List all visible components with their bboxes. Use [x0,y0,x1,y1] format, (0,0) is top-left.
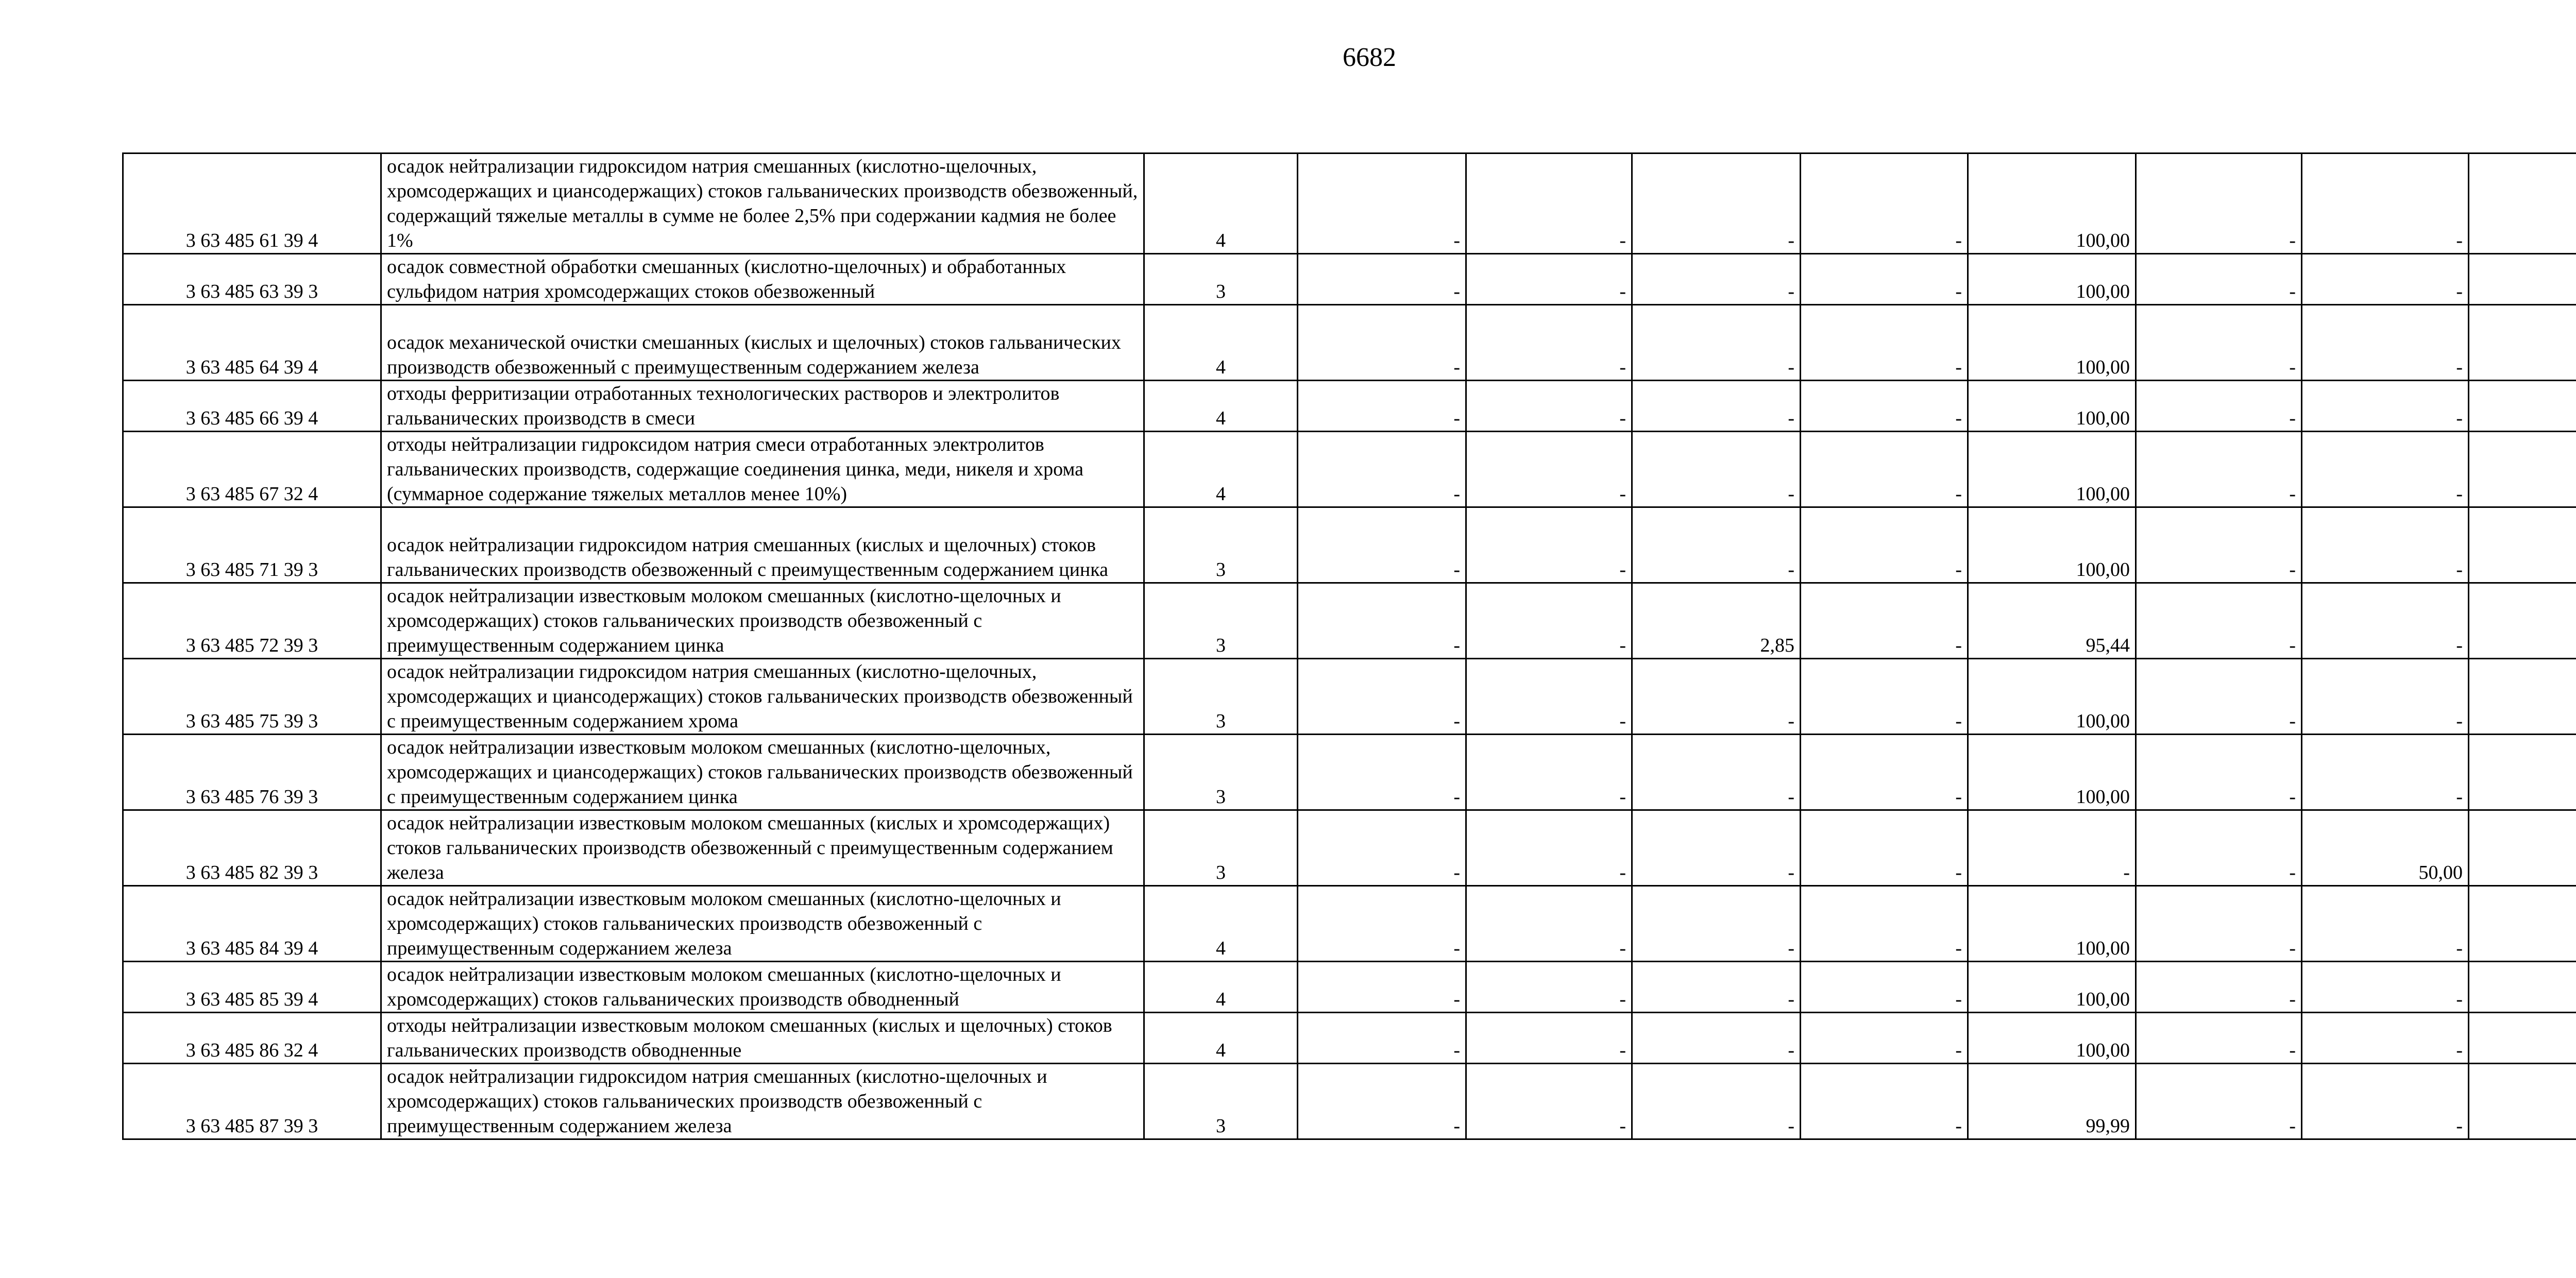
waste-name-cell: осадок механической очистки смешанных (кислых и щелочных) стоков гальванических производств обезвоженный с преимущественным содержанием железа [381,305,1144,381]
value-cell: - [1298,659,1466,735]
hazard-class-cell: 4 [1144,305,1298,381]
value-cell [2469,154,2576,254]
value-cell: 100,00 [1968,254,2136,305]
hazard-class-cell: 4 [1144,432,1298,507]
waste-code-cell: 3 63 485 63 39 3 [123,254,381,305]
value-cell: - [1466,1064,1632,1139]
value-cell: - [1298,254,1466,305]
waste-code-cell: 3 63 485 75 39 3 [123,659,381,735]
value-cell: - [2302,254,2469,305]
value-cell: 95,44 [1968,583,2136,659]
value-cell: - [1632,1064,1801,1139]
value-cell: - [1466,659,1632,735]
waste-code-cell: 3 63 485 61 39 4 [123,154,381,254]
value-cell: - [2302,659,2469,735]
value-cell: - [2302,154,2469,254]
value-cell: - [1466,432,1632,507]
hazard-class-cell: 4 [1144,1013,1298,1064]
value-cell: - [1466,810,1632,886]
value-cell: - [1466,305,1632,381]
hazard-class-cell: 3 [1144,1064,1298,1139]
waste-name-cell: осадок нейтрализации гидроксидом натрия смешанных (кислотно-щелочных, хромсодержащих и циансодержащих) стоков гальванических производств обезвоженный, содержащий тяжелые металлы в сумме не более 2,5% при содержании кадмия не более 1% [381,154,1144,254]
value-cell: - [1298,1013,1466,1064]
value-cell: - [1298,305,1466,381]
value-cell: - [1801,1064,1968,1139]
value-cell: - [1801,1013,1968,1064]
value-cell: - [1298,507,1466,583]
waste-name-cell: осадок нейтрализации гидроксидом натрия смешанных (кислотно-щелочных, хромсодержащих и циансодержащих) стоков гальванических производств обезвоженный с преимущественным содержанием хрома [381,659,1144,735]
value-cell: - [2136,962,2302,1013]
value-cell: - [2302,1064,2469,1139]
value-cell: - [1632,810,1801,886]
value-cell: - [1466,735,1632,810]
table-row [123,735,2576,810]
value-cell: - [2136,432,2302,507]
waste-code-cell: 3 63 485 82 39 3 [123,810,381,886]
hazard-class-cell: 3 [1144,659,1298,735]
value-cell: - [1632,962,1801,1013]
hazard-class-cell: 4 [1144,962,1298,1013]
waste-name-cell: осадок нейтрализации гидроксидом натрия смешанных (кислых и щелочных) стоков гальванических производств обезвоженный с преимущественным содержанием цинка [381,507,1144,583]
waste-table [122,152,2576,1140]
value-cell: 100,00 [1968,1013,2136,1064]
value-cell: - [2136,583,2302,659]
value-cell: - [1801,735,1968,810]
value-cell: - [2136,507,2302,583]
value-cell [2469,583,2576,659]
value-cell: - [1466,886,1632,962]
table-row [123,154,2576,254]
table-row [123,1013,2576,1064]
value-cell [2469,886,2576,962]
value-cell: 100,00 [1968,507,2136,583]
value-cell: - [2136,1064,2302,1139]
table-row [123,1064,2576,1139]
value-cell [2469,659,2576,735]
value-cell: - [1632,254,1801,305]
value-cell: - [1801,583,1968,659]
value-cell: - [1298,886,1466,962]
value-cell: - [1968,810,2136,886]
waste-name-cell: отходы ферритизации отработанных технологических растворов и электролитов гальванических производств в смеси [381,381,1144,432]
value-cell: 100,00 [1968,886,2136,962]
value-cell [2469,962,2576,1013]
hazard-class-cell: 4 [1144,381,1298,432]
value-cell: 100,00 [1968,432,2136,507]
value-cell [2469,432,2576,507]
value-cell: - [2302,381,2469,432]
value-cell [2469,507,2576,583]
table-body [123,154,2576,1139]
value-cell [2469,1013,2576,1064]
table-row [123,507,2576,583]
waste-code-cell: 3 63 485 87 39 3 [123,1064,381,1139]
waste-name-cell: осадок совместной обработки смешанных (кислотно-щелочных) и обработанных сульфидом натрия хромсодержащих стоков обезвоженный [381,254,1144,305]
value-cell: - [2136,886,2302,962]
hazard-class-cell: 3 [1144,810,1298,886]
value-cell: - [1801,254,1968,305]
value-cell: - [1466,1013,1632,1064]
waste-name-cell: осадок нейтрализации гидроксидом натрия смешанных (кислотно-щелочных и хромсодержащих) стоков гальванических производств обезвоженный с преимущественным содержанием железа [381,1064,1144,1139]
value-cell: - [1632,659,1801,735]
page-number: 6682 [1343,43,1396,72]
value-cell [2469,1064,2576,1139]
value-cell: - [2302,507,2469,583]
value-cell: - [1466,583,1632,659]
value-cell: - [1298,154,1466,254]
value-cell: 100,00 [1968,735,2136,810]
value-cell: 100,00 [1968,659,2136,735]
value-cell: - [1801,432,1968,507]
waste-code-cell: 3 63 485 76 39 3 [123,735,381,810]
table-row [123,305,2576,381]
waste-name-cell: отходы нейтрализации известковым молоком смешанных (кислых и щелочных) стоков гальванических производств обводненные [381,1013,1144,1064]
hazard-class-cell: 4 [1144,154,1298,254]
value-cell: 50,00 [2302,810,2469,886]
value-cell: - [1298,432,1466,507]
value-cell: - [2302,1013,2469,1064]
table-row [123,886,2576,962]
waste-code-cell: 3 63 485 72 39 3 [123,583,381,659]
value-cell: - [1298,735,1466,810]
table-row [123,810,2576,886]
table-row [123,254,2576,305]
table-row [123,381,2576,432]
value-cell: 100,00 [1968,962,2136,1013]
value-cell: - [2136,1013,2302,1064]
value-cell: 2,85 [1632,583,1801,659]
table-row [123,659,2576,735]
value-cell: - [1632,507,1801,583]
value-cell: - [2136,810,2302,886]
waste-code-cell: 3 63 485 66 39 4 [123,381,381,432]
value-cell: - [2302,583,2469,659]
value-cell: - [1801,659,1968,735]
hazard-class-cell: 4 [1144,886,1298,962]
value-cell: - [2302,962,2469,1013]
value-cell: - [1298,381,1466,432]
value-cell: 100,00 [1968,305,2136,381]
table-row [123,583,2576,659]
value-cell: - [1298,583,1466,659]
value-cell: - [1298,1064,1466,1139]
waste-code-cell: 3 63 485 85 39 4 [123,962,381,1013]
value-cell: - [1466,962,1632,1013]
value-cell: - [2136,305,2302,381]
value-cell: - [1801,886,1968,962]
waste-name-cell: осадок нейтрализации известковым молоком смешанных (кислотно-щелочных и хромсодержащих) стоков гальванических производств обезвоженный с преимущественным содержанием железа [381,886,1144,962]
value-cell: - [1801,381,1968,432]
value-cell [2469,381,2576,432]
value-cell: - [2136,735,2302,810]
waste-name-cell: осадок нейтрализации известковым молоком смешанных (кислых и хромсодержащих) стоков гальванических производств обезвоженный с преимущественным содержанием железа [381,810,1144,886]
waste-code-cell: 3 63 485 67 32 4 [123,432,381,507]
value-cell: - [1632,432,1801,507]
value-cell: - [1632,1013,1801,1064]
value-cell [2469,254,2576,305]
value-cell: - [1632,154,1801,254]
table-row [123,962,2576,1013]
table-row [123,432,2576,507]
value-cell: - [1801,810,1968,886]
value-cell: - [1801,507,1968,583]
value-cell: - [2302,432,2469,507]
value-cell: - [1801,305,1968,381]
value-cell [2469,810,2576,886]
value-cell: - [1632,381,1801,432]
value-cell: - [1466,507,1632,583]
value-cell: 100,00 [1968,154,2136,254]
value-cell: - [2302,886,2469,962]
value-cell: - [2136,659,2302,735]
value-cell: - [1466,254,1632,305]
waste-code-cell: 3 63 485 64 39 4 [123,305,381,381]
value-cell: - [1632,886,1801,962]
value-cell: - [2136,154,2302,254]
value-cell: - [1801,154,1968,254]
value-cell: - [1466,381,1632,432]
value-cell [2469,735,2576,810]
value-cell: - [2136,381,2302,432]
waste-name-cell: отходы нейтрализации гидроксидом натрия смеси отработанных электролитов гальванических производств, содержащие соединения цинка, меди, никеля и хрома (суммарное содержание тяжелых металлов менее 10%) [381,432,1144,507]
value-cell: - [2302,735,2469,810]
hazard-class-cell: 3 [1144,507,1298,583]
waste-code-cell: 3 63 485 86 32 4 [123,1013,381,1064]
value-cell: 99,99 [1968,1064,2136,1139]
value-cell: - [1632,735,1801,810]
value-cell: - [1298,810,1466,886]
hazard-class-cell: 3 [1144,735,1298,810]
value-cell: - [2302,305,2469,381]
waste-name-cell: осадок нейтрализации известковым молоком смешанных (кислотно-щелочных и хромсодержащих) стоков гальванических производств обезвоженный с преимущественным содержанием цинка [381,583,1144,659]
value-cell [2469,305,2576,381]
hazard-class-cell: 3 [1144,254,1298,305]
waste-name-cell: осадок нейтрализации известковым молоком смешанных (кислотно-щелочных и хромсодержащих) стоков гальванических производств обводненный [381,962,1144,1013]
waste-name-cell: осадок нейтрализации известковым молоком смешанных (кислотно-щелочных, хромсодержащих и циансодержащих) стоков гальванических производств обезвоженный с преимущественным содержанием цинка [381,735,1144,810]
value-cell: 100,00 [1968,381,2136,432]
value-cell: - [1632,305,1801,381]
value-cell: - [1801,962,1968,1013]
waste-code-cell: 3 63 485 84 39 4 [123,886,381,962]
value-cell: - [1466,154,1632,254]
hazard-class-cell: 3 [1144,583,1298,659]
waste-code-cell: 3 63 485 71 39 3 [123,507,381,583]
value-cell: - [1298,962,1466,1013]
value-cell: - [2136,254,2302,305]
